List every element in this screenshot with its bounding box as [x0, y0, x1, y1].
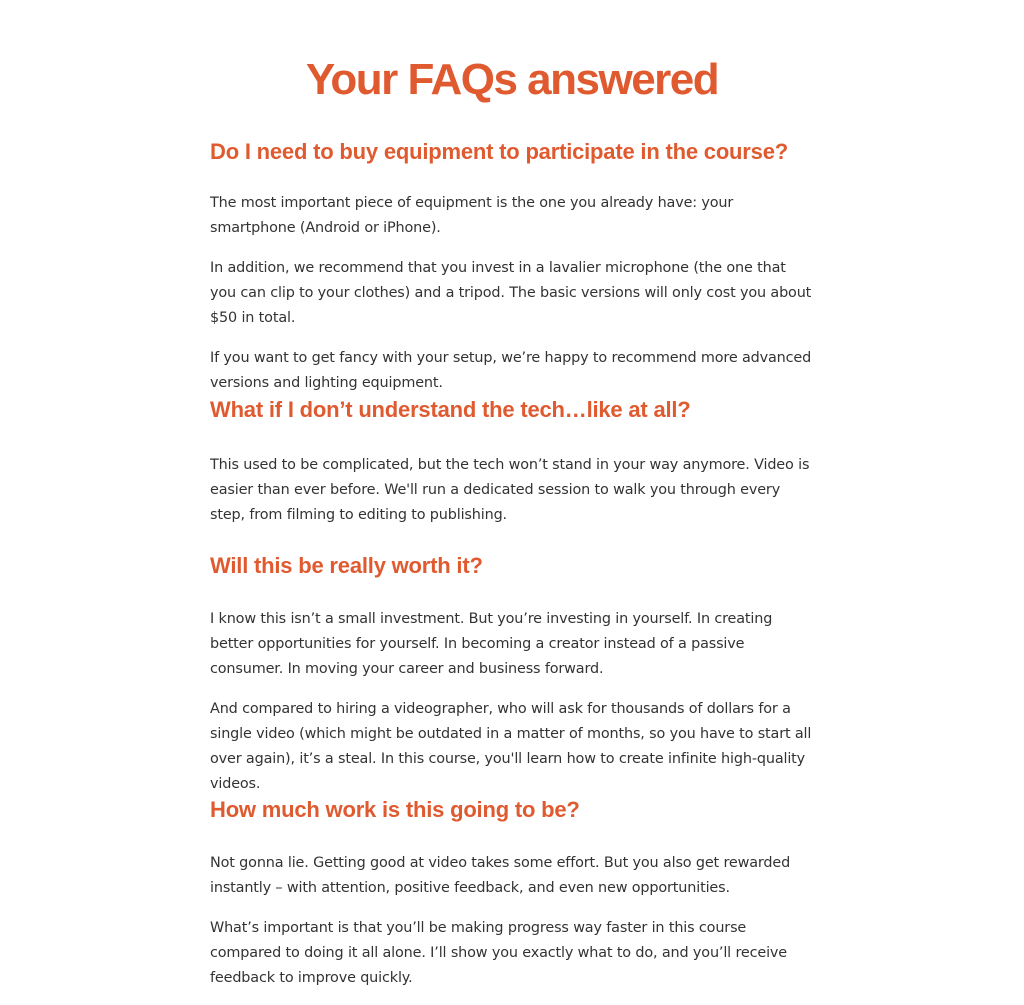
faq-answer-paragraph: The most important piece of equipment is the one you already have: your smartphone (Android or iPhone). — [210, 195, 734, 236]
faq-question-work: How much work is this going to be? — [210, 797, 580, 822]
faq-answer-work — [210, 851, 814, 991]
faq-answer-paragraph: If you want to get fancy with your setup, we’re happy to recommend more advanced versions and lighting equipment. — [210, 350, 812, 391]
faq-answer-paragraph: And compared to hiring a videographer, who will ask for thousands of dollars for a single video (which might be outdated in a matter of months, so you have to start all over again), it’s a steal. In this course, you'll learn how to create infinite high-quality videos. — [210, 701, 812, 792]
faq-question-equipment: Do I need to buy equipment to participate in the course? — [210, 139, 788, 164]
faq-answer-paragraph: Not gonna lie. Getting good at video takes some effort. But you also get rewarded instantly – with attention, positive feedback, and even new opportunities. — [210, 855, 791, 896]
faq-answer-worth — [210, 607, 814, 797]
faq-answer-paragraph: In addition, we recommend that you invest in a lavalier microphone (the one that you can clip to your clothes) and a tripod. The basic versions will only cost you about $50 in total. — [210, 260, 812, 326]
faq-question-tech: What if I don’t understand the tech…like at all? — [210, 397, 691, 422]
faq-answer-tech — [210, 453, 814, 528]
faq-answer-paragraph: I know this isn’t a small investment. But you’re investing in yourself. In creating better opportunities for yourself. In becoming a creator instead of a passive consumer. In moving your career and business forward. — [210, 611, 773, 677]
faq-question-worth: Will this be really worth it? — [210, 553, 483, 578]
faq-answer-paragraph: What’s important is that you’ll be making progress way faster in this course compared to doing it all alone. I’ll show you exactly what to do, and you’ll receive feedback to improve quickly. — [210, 920, 787, 986]
faq-answer-equipment — [210, 191, 814, 396]
page-title: Your FAQs answered — [305, 55, 719, 104]
faq-answer-paragraph: This used to be complicated, but the tech won’t stand in your way anymore. Video is easier than ever before. We'll run a dedicated session to walk you through every step, from filming to editing to publishing. — [210, 457, 810, 523]
